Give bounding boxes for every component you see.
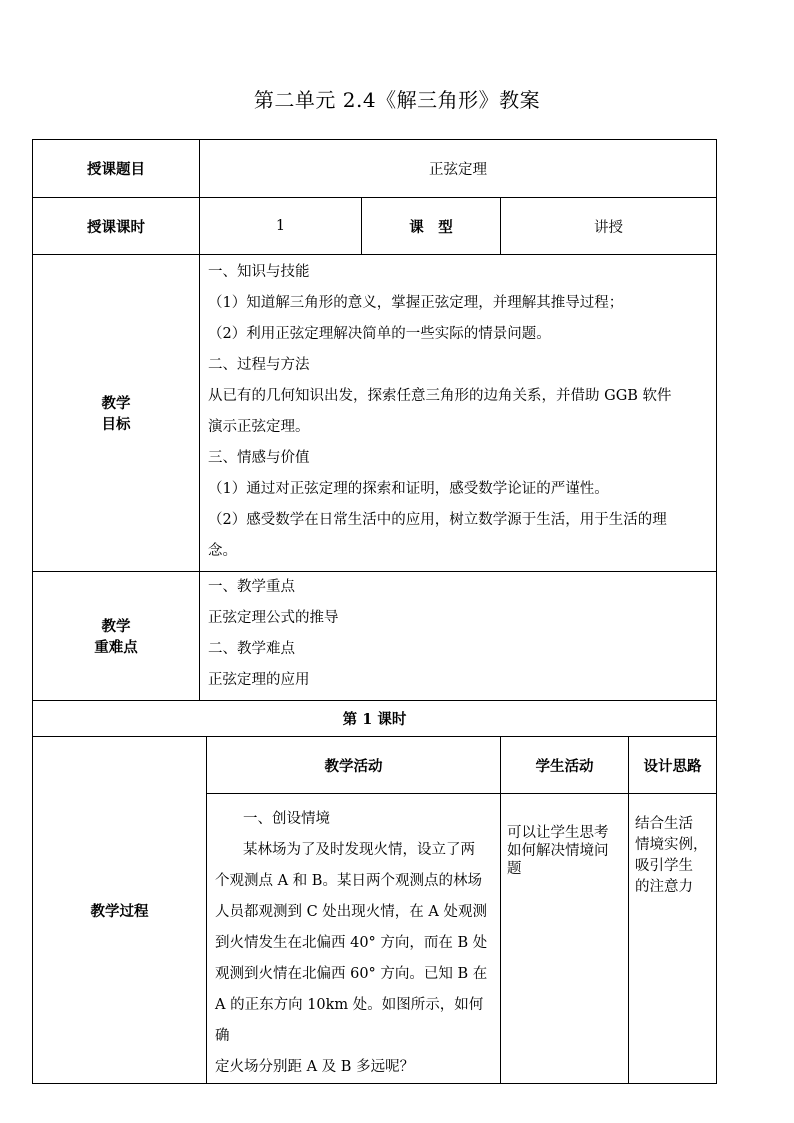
student-line: 可以让学生思考 bbox=[507, 825, 609, 841]
keypoints-line: 二、教学难点 bbox=[208, 641, 295, 657]
goals-line: 一、知识与技能 bbox=[208, 264, 310, 280]
activity-content bbox=[207, 794, 501, 1084]
row-keypoints bbox=[33, 572, 717, 701]
activity-line: A 的正东方向 10km 处。如图所示，如何确 bbox=[215, 997, 484, 1044]
design-line: 的注意力 bbox=[635, 879, 693, 895]
activity-line: 定火场分别距 A 及 B 多远呢？ bbox=[215, 1059, 415, 1075]
goals-content bbox=[200, 255, 717, 572]
student-line: 题 bbox=[507, 861, 522, 877]
keypoints-content bbox=[200, 572, 717, 701]
activity-line: 到火情发生在北偏西 40° 方向，而在 B 处 bbox=[215, 935, 488, 951]
row-topic bbox=[33, 140, 717, 198]
type-label: 课 型 bbox=[362, 198, 501, 255]
activity-line: 人员都观测到 C 处出现火情，在 A 处观测 bbox=[215, 904, 488, 920]
goals-line: 念。 bbox=[208, 543, 237, 559]
student-content bbox=[501, 794, 629, 1084]
goals-line: 从已有的几何知识出发，探索任意三角形的边角关系，并借助 GGB 软件 bbox=[208, 388, 672, 404]
keypoints-line: 正弦定理公式的推导 bbox=[208, 610, 339, 626]
type-value: 讲授 bbox=[501, 198, 717, 255]
col-design: 设计思路 bbox=[629, 737, 717, 794]
process-label: 教学过程 bbox=[33, 737, 207, 1084]
document-title: 第二单元 2.4《解三角形》教案 bbox=[253, 88, 541, 112]
hours-value: 1 bbox=[200, 198, 362, 255]
activity-line: 某林场为了及时发现火情，设立了两 bbox=[243, 842, 475, 858]
goals-line: （2）利用正弦定理解决简单的一些实际的情景问题。 bbox=[208, 326, 551, 342]
goals-line: （1）通过对正弦定理的探索和证明，感受数学论证的严谨性。 bbox=[208, 481, 609, 497]
keypoints-line: 一、教学重点 bbox=[208, 579, 295, 595]
goals-line: 二、过程与方法 bbox=[208, 357, 310, 373]
row-process-header bbox=[33, 737, 717, 794]
keypoints-label-line1: 教学 bbox=[101, 618, 131, 635]
activity-line: 观测到火情在北偏西 60° 方向。已知 B 在 bbox=[215, 966, 488, 982]
row-lesson-header bbox=[33, 701, 717, 737]
col-activity: 教学活动 bbox=[207, 737, 501, 794]
row-goals bbox=[33, 255, 717, 572]
topic-value: 正弦定理 bbox=[200, 140, 717, 198]
design-content bbox=[629, 794, 717, 1084]
goals-label-line1: 教学 bbox=[101, 395, 131, 412]
keypoints-line: 正弦定理的应用 bbox=[208, 672, 310, 688]
topic-label: 授课题目 bbox=[33, 140, 200, 198]
hours-label: 授课课时 bbox=[33, 198, 200, 255]
col-student: 学生活动 bbox=[501, 737, 629, 794]
goals-line: （2）感受数学在日常生活中的应用，树立数学源于生活，用于生活的理 bbox=[208, 512, 667, 528]
activity-line: 一、创设情境 bbox=[243, 811, 330, 827]
goals-line: 演示正弦定理。 bbox=[208, 419, 310, 435]
lesson-header: 第 1 课时 bbox=[33, 701, 717, 737]
row-hours bbox=[33, 198, 717, 255]
student-line: 如何解决情境问 bbox=[507, 843, 609, 859]
goals-label-line2: 目标 bbox=[101, 416, 131, 433]
design-line: 结合生活 bbox=[635, 816, 693, 832]
goals-line: （1）知道解三角形的意义，掌握正弦定理，并理解其推导过程； bbox=[208, 295, 624, 311]
activity-line: 个观测点 A 和 B。某日两个观测点的林场 bbox=[215, 873, 482, 889]
keypoints-label-line2: 重难点 bbox=[94, 639, 138, 656]
design-line: 情境实例， bbox=[635, 837, 708, 853]
lesson-plan-table bbox=[32, 139, 716, 1084]
keypoints-label bbox=[33, 572, 200, 701]
goals-line: 三、情感与价值 bbox=[208, 450, 310, 466]
design-line: 吸引学生 bbox=[635, 858, 693, 874]
goals-label bbox=[33, 255, 200, 572]
